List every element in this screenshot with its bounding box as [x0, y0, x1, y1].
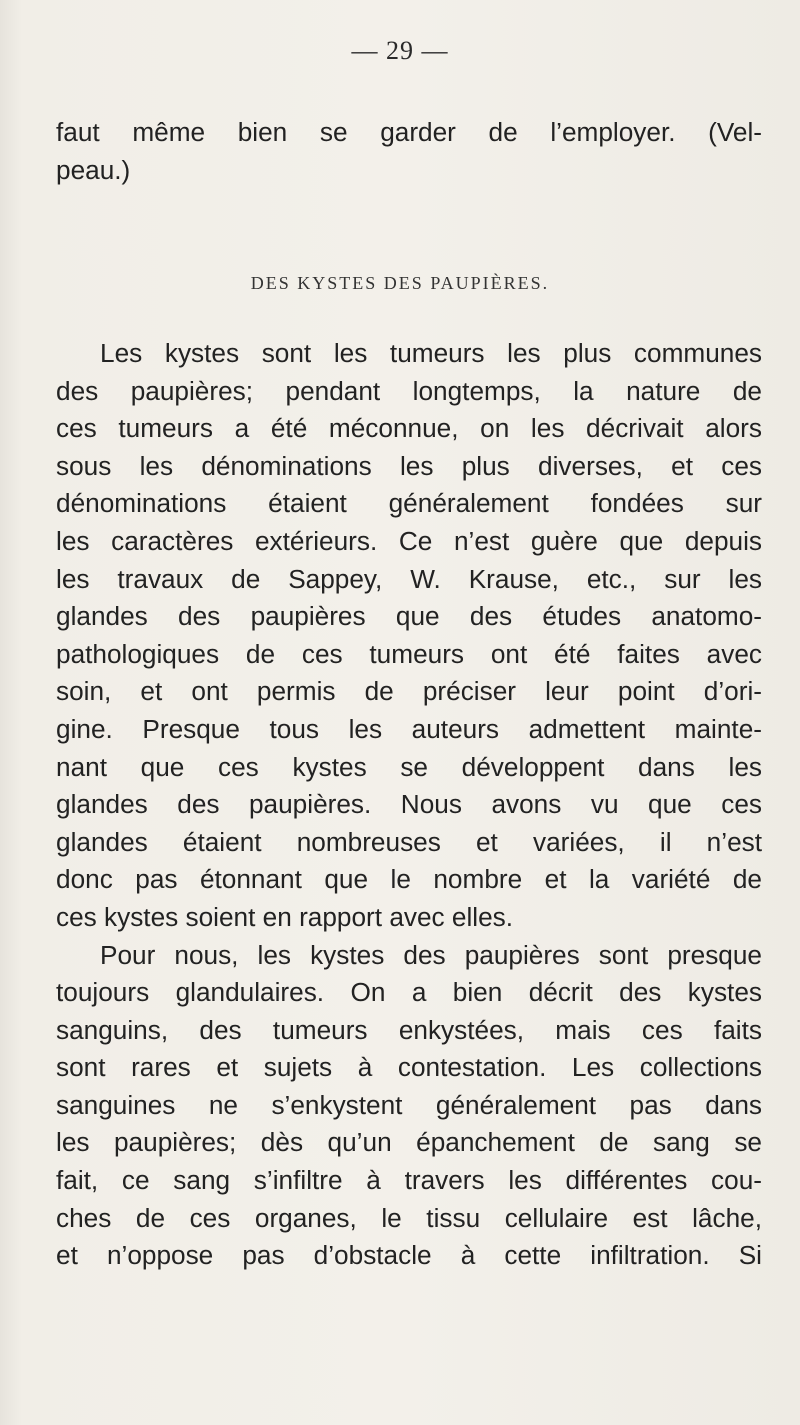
- text-line: Les kystes sont les tumeurs les plus communes: [100, 338, 762, 368]
- text-line: ces tumeurs a été méconnue, on les décrivait alors: [56, 413, 762, 444]
- text-line: nant que ces kystes se développent dans les: [56, 751, 762, 782]
- text-line: glandes des paupières que des études anatomo-: [56, 601, 762, 632]
- text-line: donc pas étonnant que le nombre et la variété de: [56, 864, 762, 895]
- text-line: les travaux de Sappey, W. Krause, etc., sur les: [56, 563, 762, 594]
- text-line: sanguins, des tumeurs enkystées, mais ces faits: [56, 1014, 762, 1045]
- text-line: gine. Presque tous les auteurs admettent mainte-: [56, 713, 762, 744]
- text-line: Pour nous, les kystes des paupières sont presque: [100, 939, 762, 970]
- text-line: les caractères extérieurs. Ce n’est guère que depuis: [56, 525, 762, 556]
- page-number: — 29 —: [351, 36, 449, 65]
- text-line: sous les dénominations les plus diverses, et ces: [56, 450, 762, 481]
- body-paragraphs: [56, 335, 762, 1275]
- text-line: sanguines ne s’enkystent généralement pas dans: [56, 1089, 762, 1120]
- text-line: peau.): [56, 154, 131, 185]
- text-line: pathologiques de ces tumeurs ont été faites avec: [56, 638, 762, 669]
- text-line: glandes des paupières. Nous avons vu que ces: [56, 789, 762, 820]
- text-line: ces kystes soient en rapport avec elles.: [56, 901, 514, 932]
- text-line: des paupières; pendant longtemps, la nature de: [56, 375, 762, 406]
- text-line: et n’oppose pas d’obstacle à cette infiltration. Si: [56, 1240, 762, 1271]
- section-heading: DES KYSTES DES PAUPIÈRES.: [250, 273, 550, 293]
- text-line: glandes étaient nombreuses et variées, il n’est: [56, 826, 762, 857]
- text-line: faut même bien se garder de l’employer. (Vel-: [56, 117, 762, 147]
- text-line: dénominations étaient généralement fondées sur: [56, 488, 762, 519]
- text-line: ches de ces organes, le tissu cellulaire est lâche,: [56, 1202, 762, 1233]
- text-line: fait, ce sang s’infiltre à travers les différentes cou-: [56, 1165, 762, 1196]
- intro-paragraph: [56, 114, 762, 189]
- text-line: soin, et ont permis de préciser leur point d’ori-: [56, 676, 762, 707]
- text-line: toujours glandulaires. On a bien décrit des kystes: [56, 977, 762, 1008]
- text-line: les paupières; dès qu’un épanchement de sang se: [56, 1127, 762, 1158]
- text-line: sont rares et sujets à contestation. Les collections: [56, 1052, 762, 1083]
